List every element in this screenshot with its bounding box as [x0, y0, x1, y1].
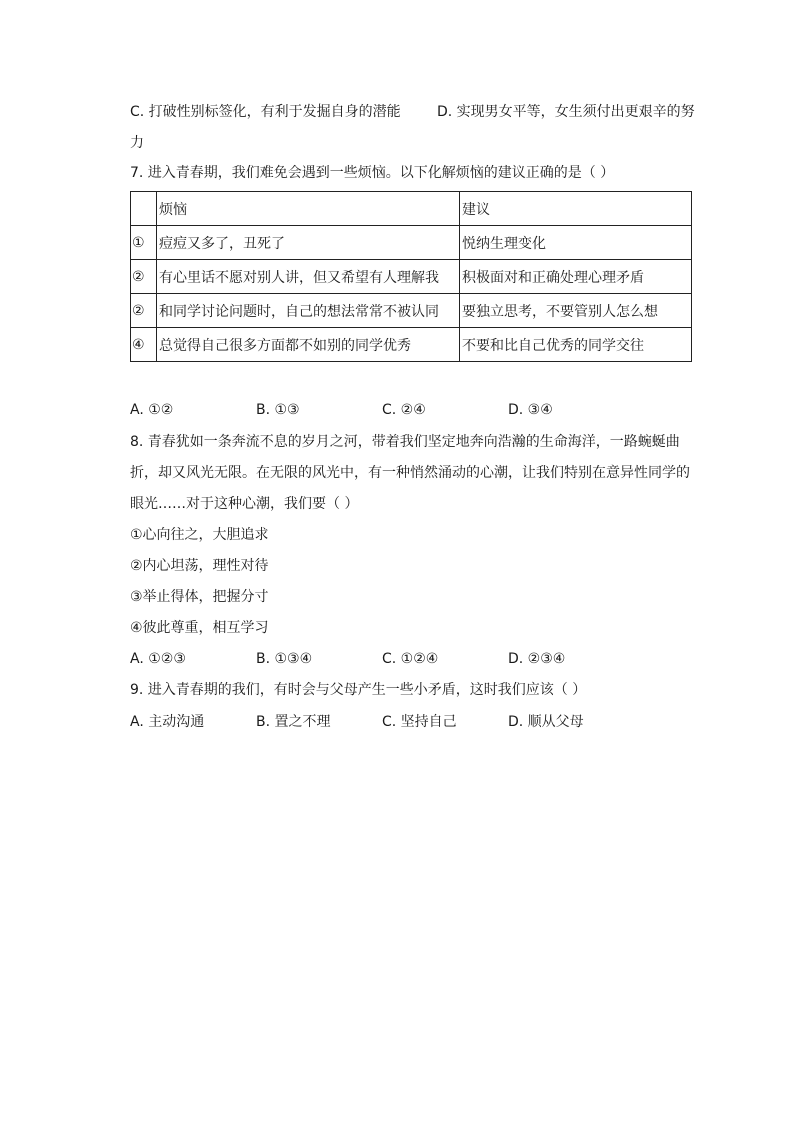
- q7-option-b: B. ①③: [256, 402, 300, 418]
- q8-stem-line: 折，却又风光无限。在无限的风光中，有一种悄然涌动的心潮，让我们特别在意异性同学的: [130, 465, 690, 481]
- table-header-cell: 烦恼: [157, 192, 460, 226]
- table-header-cell: [131, 192, 157, 226]
- q8-option-a: A. ①②③: [130, 651, 186, 667]
- table-cell: ①: [131, 226, 157, 260]
- table-header-cell: 建议: [460, 192, 692, 226]
- table-cell: ②: [131, 260, 157, 294]
- q9-stem: 9. 进入青春期的我们，有时会与父母产生一些小矛盾，这时我们应该（ ）: [130, 682, 587, 698]
- q8-stem-line: 8. 青春犹如一条奔流不息的岁月之河，带着我们坚定地奔向浩瀚的生命海洋，一路蜿蜒曲: [130, 434, 680, 450]
- q7-option-d: D. ③④: [508, 402, 553, 418]
- table-row: [131, 294, 692, 328]
- table-header-row: [131, 192, 692, 226]
- q7-option-a: A. ①②: [130, 402, 174, 418]
- table-cell: 积极面对和正确处理心理矛盾: [460, 260, 692, 294]
- q8-item: ③举止得体，把握分寸: [130, 589, 269, 605]
- q6-option-d: D. 实现男女平等，女生须付出更艰辛的努: [437, 104, 695, 120]
- table-cell: 悦纳生理变化: [460, 226, 692, 260]
- q8-option-b: B. ①③④: [256, 651, 313, 667]
- q6-option-d-wrap: 力: [130, 135, 144, 151]
- q8-option-c: C. ①②④: [382, 651, 439, 667]
- table-cell: 有心里话不愿对别人讲，但又希望有人理解我: [157, 260, 460, 294]
- q9-option-a: A. 主动沟通: [130, 714, 205, 730]
- q9-option-c: C. 坚持自己: [382, 714, 457, 730]
- table-row: [131, 260, 692, 294]
- q7-stem: 7. 进入青春期，我们难免会遇到一些烦恼。以下化解烦恼的建议正确的是（ ）: [130, 165, 615, 181]
- q9-option-b: B. 置之不理: [256, 714, 331, 730]
- q7-table: [130, 191, 692, 362]
- q7-option-c: C. ②④: [382, 402, 426, 418]
- table-cell: ④: [131, 328, 157, 362]
- q8-item: ④彼此尊重，相互学习: [130, 620, 269, 636]
- table-row: [131, 328, 692, 362]
- table-cell: 要独立思考，不要管别人怎么想: [460, 294, 692, 328]
- q8-item: ②内心坦荡，理性对待: [130, 558, 269, 574]
- table-cell: ②: [131, 294, 157, 328]
- q8-stem-line: 眼光……对于这种心潮，我们要（ ）: [130, 496, 359, 512]
- q6-option-c: C. 打破性别标签化，有利于发掘自身的潜能: [130, 104, 401, 120]
- table-cell: 和同学讨论问题时，自己的想法常常不被认同: [157, 294, 460, 328]
- table-cell: 总觉得自己很多方面都不如别的同学优秀: [157, 328, 460, 362]
- table-row: [131, 226, 692, 260]
- table-cell: 不要和比自己优秀的同学交往: [460, 328, 692, 362]
- q8-item: ①心向往之，大胆追求: [130, 527, 269, 543]
- q8-option-d: D. ②③④: [508, 651, 566, 667]
- q9-option-d: D. 顺从父母: [508, 714, 584, 730]
- table-cell: 痘痘又多了，丑死了: [157, 226, 460, 260]
